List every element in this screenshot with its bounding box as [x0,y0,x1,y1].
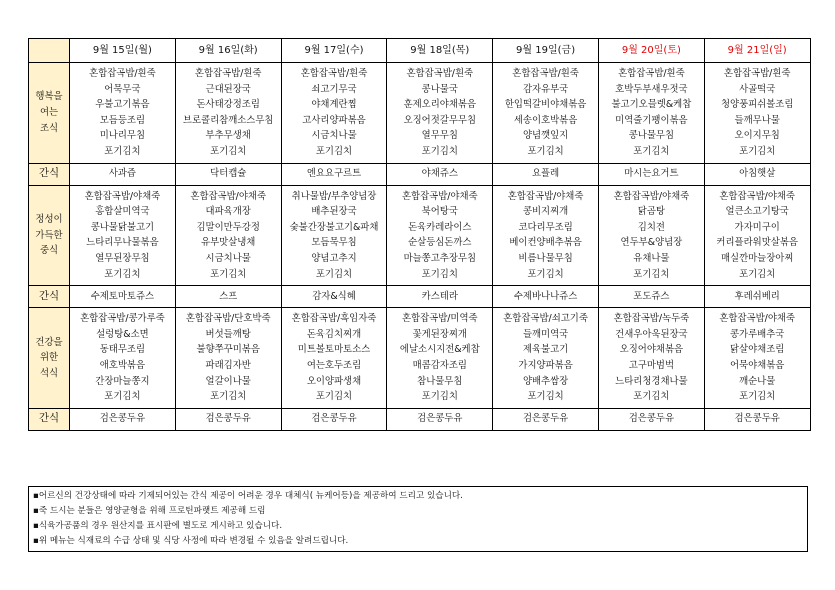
menu-item: 들깨미역국 [522,328,569,340]
snack-item: 수제바나나쥬스 [513,290,578,302]
lunch-cell [281,185,387,286]
snack-item: 엔요요구르트 [306,168,362,180]
menu-item: 버섯들깨탕 [205,328,251,340]
snack-morning-category-label: 간식 [29,163,70,185]
menu-item: 배추된장국 [311,206,357,218]
menu-item: 돈육김치찌개 [306,328,362,340]
menu-item: 콩나물국 [421,83,458,95]
note-line: ▪죽 드시는 분들은 영양균형을 위해 프로틴파랫트 제공해 드림 [33,506,266,516]
menu-item: 혼합잡곡밥/흑임자죽 [291,313,377,325]
menu-item: 매콤감자조림 [412,359,467,371]
dinner-cell [387,308,493,409]
snack-evening-cell [70,408,176,430]
menu-item: 혼합잡곡밥/흰죽 [194,68,262,79]
menu-item: 시금치나물 [205,252,251,264]
menu-item: 순살등심돈까스 [408,237,472,249]
menu-item: 에날소시지전&케찹 [399,344,480,356]
menu-item: 포기김치 [315,391,353,403]
menu-item: 미나리무침 [99,130,146,142]
menu-item: 불고기오믈렛&케찹 [611,99,692,111]
breakfast-cell [175,63,281,164]
menu-item: 여는호두조림 [306,359,362,371]
menu-item: 부추무생채 [205,130,251,142]
note-line: ▪식육가공품의 경우 원산지를 표시판에 별도로 게시하고 있습니다. [33,521,283,531]
snack-evening-cell [598,408,704,430]
menu-item: 양배추쌈장 [522,375,569,387]
menu-item: 돈사태강정조림 [196,99,260,111]
menu-item: 혼합잡곡밥/야채죽 [719,313,795,325]
breakfast-cell [70,63,176,164]
lunch-row [29,185,811,286]
menu-item: 콩나물무침 [628,130,675,142]
header-row [29,39,811,63]
menu-item: 미트볼토마토소스 [297,344,371,356]
menu-item: 김말이만두강정 [196,221,260,233]
menu-item: 포기김치 [739,145,776,157]
menu-item: 혼합잡곡밥/야채죽 [84,190,161,202]
menu-item: 불향쭈꾸미볶음 [196,344,260,356]
snack-morning-cell [493,163,599,185]
dinner-cell [493,308,599,409]
menu-item: 포기김치 [421,391,458,403]
menu-item: 북어탕국 [421,206,458,218]
menu-item: 오징어젓갈무무침 [403,114,477,126]
menu-item: 비름나물무침 [518,252,573,264]
snack-afternoon-cell [704,286,810,308]
menu-item: 양념깻잎지 [522,130,569,142]
note-line: ▪위 메뉴는 식재료의 수급 상태 및 식당 사정에 따라 변경될 수 있음을 알려드립니다. [33,536,349,546]
menu-item: 오이지무침 [734,130,780,142]
menu-item: 혼합잡곡밥/야채죽 [190,190,266,202]
dinner-cell [175,308,281,409]
menu-item: 커리플라워맛살볶음 [716,237,798,249]
menu-item: 마늘쫑고추장무침 [403,252,477,264]
menu-item: 동태무조림 [99,344,146,356]
dinner-cell [598,308,704,409]
snack-morning-cell [704,163,810,185]
menu-item: 혼합잡곡밥/야채죽 [401,190,478,202]
menu-item: 돈육카레라이스 [408,221,472,233]
snack-morning-cell [175,163,281,185]
lunch-cell [70,185,176,286]
header-corner [29,39,70,63]
notes-box [28,486,808,552]
menu-item: 모듬묵무침 [311,237,357,249]
menu-item: 유채나물 [633,252,670,264]
menu-item: 미역줄기팽이볶음 [615,114,688,126]
menu-item: 혼합잡곡밥/콩가루죽 [80,313,165,325]
snack-evening-row [29,408,811,430]
snack-afternoon-category-label: 간식 [29,286,70,308]
menu-item: 건새우아욱된장국 [615,328,688,340]
menu-item: 포기김치 [210,391,247,403]
menu-item: 간장마늘쫑지 [95,375,150,387]
day-header-saturday: 9월 20일(토) [598,39,704,63]
snack-afternoon-cell [281,286,387,308]
menu-item: 참나물무침 [417,375,463,387]
menu-item: 혼합잡곡밥/단호박죽 [185,313,271,325]
menu-item: 포기김치 [421,268,458,280]
weekly-menu-table [28,38,811,431]
lunch-cell [387,185,493,286]
menu-item: 코다리무조림 [518,221,573,233]
menu-item: 포기김치 [633,391,670,403]
menu-item: 설렁탕&소면 [96,328,149,340]
menu-item: 근대된장국 [205,83,251,95]
menu-item: 포기김치 [633,268,670,280]
day-header: 9월 19일(금) [493,39,599,63]
menu-item: 혼합잡곡밥/흰죽 [723,68,791,79]
menu-item: 오징어야채볶음 [619,344,684,356]
snack-afternoon-cell [598,286,704,308]
lunch-category-label: 정성이 가득한 중식 [29,185,70,286]
breakfast-cell [493,63,599,164]
menu-item: 연두부&양념장 [620,237,683,249]
menu-item: 혼합잡곡밥/야채죽 [719,190,795,202]
menu-item: 야채계란찜 [311,99,357,111]
menu-item: 포기김치 [527,268,564,280]
menu-item: 콩가루배추국 [730,328,785,340]
snack-item: 아침햇살 [739,168,776,180]
snack-afternoon-row [29,286,811,308]
menu-item: 모듬등조림 [99,114,146,126]
menu-item: 오이양파생채 [306,375,362,387]
snack-evening-cell [704,408,810,430]
menu-item: 혼합잡곡밥/쇠고기죽 [503,313,588,325]
menu-item: 어묵무국 [104,83,141,95]
snack-morning-row [29,163,811,185]
menu-item: 김치전 [637,221,665,233]
menu-item: 홍합살미역국 [95,206,150,218]
dinner-row [29,308,811,409]
menu-item: 취나물밥/부추양념장 [291,190,377,202]
snack-morning-cell [70,163,176,185]
day-header: 9월 16일(화) [175,39,281,63]
menu-item: 얼큰소고기탕국 [725,206,789,218]
menu-item: 포기김치 [527,391,564,403]
menu-item: 브로콜리참깨소스무침 [182,114,274,126]
snack-item: 스프 [219,290,238,302]
snack-item: 사과즙 [108,168,136,180]
menu-item: 콩비지찌개 [522,206,569,218]
menu-item: 제육불고기 [522,344,569,356]
snack-item: 검은콩두유 [99,413,146,425]
menu-item: 느타리청경채나물 [615,375,688,387]
menu-item: 혼합잡곡밥/흰죽 [300,68,368,79]
menu-item: 애호박볶음 [99,359,146,371]
menu-item: 우불고기볶음 [95,99,150,111]
day-header: 9월 17일(수) [281,39,387,63]
menu-item: 혼합잡곡밥/흰죽 [89,68,156,79]
snack-item: 검은콩두유 [734,413,780,425]
menu-item: 가자미구이 [734,221,780,233]
snack-item: 마시는요거트 [624,168,679,180]
breakfast-cell [704,63,810,164]
menu-item: 포기김치 [739,268,776,280]
menu-item: 유부맛살냉채 [201,237,256,249]
snack-morning-cell [598,163,704,185]
snack-item: 포도쥬스 [633,290,670,302]
menu-item: 청양풍피쉬볼조림 [720,99,794,111]
snack-item: 검은콩두유 [311,413,357,425]
snack-evening-cell [387,408,493,430]
menu-item: 혼합잡곡밥/흰죽 [618,68,685,79]
lunch-cell [175,185,281,286]
menu-item: 포기김치 [421,145,458,157]
menu-item: 양념고추지 [311,252,357,264]
snack-item: 검은콩두유 [205,413,251,425]
menu-item: 숯불간장불고기&파채 [289,221,379,233]
menu-item: 베이컨양배추볶음 [509,237,582,249]
menu-item: 대파육개장 [205,206,251,218]
snack-evening-category-label: 간식 [29,408,70,430]
menu-item: 깨순나물 [739,375,776,387]
menu-item: 감자유부국 [522,83,569,95]
menu-item: 포기김치 [315,145,353,157]
menu-item: 세송이호박볶음 [513,114,578,126]
snack-item: 요플레 [532,168,560,180]
snack-item: 후레쉬베리 [734,290,780,302]
menu-item: 닭곰탕 [637,206,665,218]
breakfast-category-label: 행복을 여는 조식 [29,63,70,164]
snack-item: 검은콩두유 [417,413,463,425]
menu-item: 사골떡국 [739,83,776,95]
menu-item: 열무된장무침 [95,252,150,264]
menu-item: 포기김치 [210,145,247,157]
menu-item: 호박두부새우젓국 [615,83,688,95]
lunch-cell [598,185,704,286]
menu-item: 혼합잡곡밥/흰죽 [512,68,579,79]
menu-item: 혼합잡곡밥/흰죽 [406,68,474,79]
menu-item: 고구마범벅 [628,359,675,371]
menu-item: 혼합잡곡밥/야채죽 [613,190,690,202]
snack-afternoon-cell [70,286,176,308]
breakfast-cell [598,63,704,164]
menu-item: 시금치나물 [311,130,357,142]
day-header-sunday: 9월 21일(일) [704,39,810,63]
menu-item: 포기김치 [210,268,247,280]
snack-afternoon-cell [493,286,599,308]
menu-item: 포기김치 [527,145,564,157]
dinner-cell [70,308,176,409]
day-header: 9월 15일(월) [70,39,176,63]
menu-item: 닭살야채조림 [730,344,785,356]
menu-item: 포기김치 [315,268,353,280]
snack-item: 야채쥬스 [421,168,458,180]
snack-evening-cell [175,408,281,430]
menu-item: 혼합잡곡밥/미역죽 [401,313,478,325]
menu-item: 포기김치 [739,391,776,403]
menu-item: 어묵야채볶음 [730,359,785,371]
snack-item: 감자&식혜 [312,290,356,302]
lunch-cell [704,185,810,286]
menu-item: 혼합잡곡밥/녹두죽 [613,313,690,325]
menu-item: 고사리양파볶음 [302,114,366,126]
menu-item: 꽃게된장찌개 [412,328,467,340]
breakfast-cell [281,63,387,164]
menu-item: 가지양파볶음 [518,359,573,371]
breakfast-cell [387,63,493,164]
breakfast-row [29,63,811,164]
menu-item: 들깨무나물 [734,114,780,126]
menu-item: 훈제오리야채볶음 [403,99,477,111]
snack-evening-cell [281,408,387,430]
snack-afternoon-cell [387,286,493,308]
snack-evening-cell [493,408,599,430]
dinner-cell [704,308,810,409]
lunch-cell [493,185,599,286]
menu-item: 포기김치 [104,145,141,157]
menu-item: 콩나물닭불고기 [90,221,155,233]
menu-item: 포기김치 [104,391,141,403]
menu-item: 포기김치 [633,145,670,157]
menu-item: 쇠고기무국 [311,83,357,95]
snack-morning-cell [281,163,387,185]
menu-item: 포기김치 [104,268,141,280]
snack-item: 카스테라 [421,290,458,302]
snack-afternoon-cell [175,286,281,308]
day-header: 9월 18일(목) [387,39,493,63]
snack-morning-cell [387,163,493,185]
menu-item: 열무무침 [421,130,458,142]
menu-item: 파래김자반 [205,359,251,371]
snack-item: 검은콩두유 [522,413,569,425]
dinner-cell [281,308,387,409]
note-line: ▪어르신의 건강상태에 따라 기제되어있는 간식 제공이 어려운 경우 대체식( 뉴케어등)을 제공하여 드리고 있습니다. [33,491,463,501]
menu-item: 매실깐마늘장아찌 [720,252,794,264]
menu-item: 한입떡갈비야채볶음 [504,99,587,111]
snack-item: 수제토마토쥬스 [90,290,155,302]
snack-item: 닥터캡슐 [210,168,247,180]
menu-item: 혼합잡곡밥/야채죽 [507,190,584,202]
dinner-category-label: 건강을 위한 석식 [29,308,70,409]
snack-item: 검은콩두유 [628,413,675,425]
menu-item: 얼갈이나물 [205,375,251,387]
menu-item: 느타리무나물볶음 [86,237,159,249]
